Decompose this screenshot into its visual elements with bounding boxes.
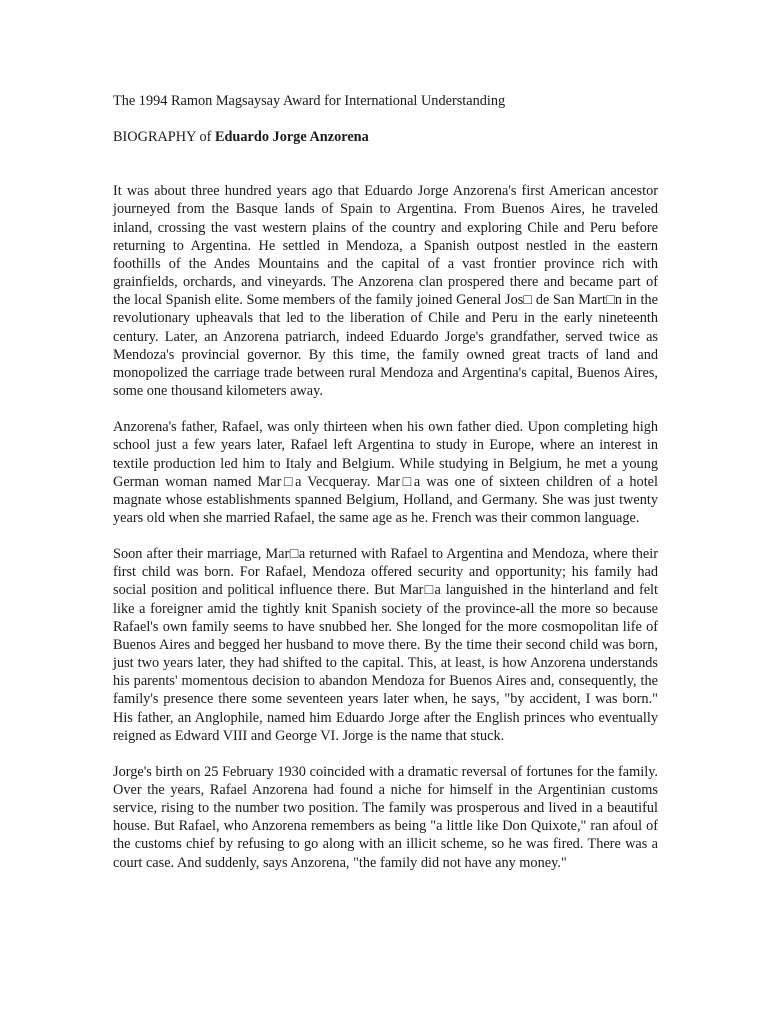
document-title: The 1994 Ramon Magsaysay Award for International Understanding — [113, 93, 506, 109]
biography-heading — [113, 128, 658, 146]
document-page — [113, 92, 658, 872]
paragraph-1: It was about three hundred years ago that Eduardo Jorge Anzorena's first American ancestor journeyed from the Basque lands of Spain to Argentina. From Buenos Aires, he traveled inland, crossing the vast western plains of the country and exploring Chile and Peru before returning to Argentina. He settled in Mendoza, a Spanish outpost nestled in the eastern foothills of the Andes Mountains and the capital of a vast frontier province rich with grainfields, orchards, and vineyards. The Anzorena clan prospered there and became part of the local Spanish elite. Some members of the family joined General Jos□ de San Mart□n in the revolutionary upheavals that led to the liberation of Chile and Peru in the early nineteenth century. Later, an Anzorena patriarch, indeed Eduardo Jorge's grandfather, served twice as Mendoza's provincial governor. By this time, the family owned great tracts of land and monopolized the carriage trade between rural Mendoza and Argentina's capital, Buenos Aires, some one thousand kilometers away. — [113, 183, 658, 400]
biography-name: Eduardo Jorge Anzorena — [214, 129, 369, 146]
biography-prefix: BIOGRAPHY of — [113, 129, 215, 146]
paragraph-2: Anzorena's father, Rafael, was only thirteen when his own father died. Upon completing high school just a few years later, Rafael left Argentina to study in Europe, where an interest in textile production led him to Italy and Belgium. While studying in Belgium, he met a young German woman named Mar□a Vecqueray. Mar□a was one of sixteen children of a hotel magnate whose establishments spanned Belgium, Holland, and Germany. She was just twenty years old when she married Rafael, the same age as he. French was their common language. — [113, 419, 658, 526]
paragraph-3: Soon after their marriage, Mar□a returned with Rafael to Argentina and Mendoza, where their first child was born. For Rafael, Mendoza offered security and opportunity; his family had social position and political influence there. But Mar□a languished in the hinterland and felt like a foreigner amid the tightly knit Spanish society of the province-all the more so because Rafael's own family seems to have snubbed her. She longed for the more cosmopolitan life of Buenos Aires and begged her husband to move there. By the time their second child was born, just two years later, they had shifted to the capital. This, at least, is how Anzorena understands his parents' momentous decision to abandon Mendoza for Buenos Aires and, consequently, the family's presence there some seventeen years later when, he says, "by accident, I was born." His father, an Anglophile, named him Eduardo Jorge after the English princes who eventually reigned as Edward VIII and George VI. Jorge is the name that stuck. — [113, 546, 658, 744]
paragraph-4: Jorge's birth on 25 February 1930 coincided with a dramatic reversal of fortunes for the family. Over the years, Rafael Anzorena had found a niche for himself in the Argentinian customs service, rising to the number two position. The family was prosperous and lived in a beautiful house. But Rafael, who Anzorena remembers as being "a little like Don Quixote," ran afoul of the customs chief by refusing to go along with an illicit scheme, so he was fired. There was a court case. And suddenly, says Anzorena, "the family did not have any money." — [113, 763, 658, 871]
